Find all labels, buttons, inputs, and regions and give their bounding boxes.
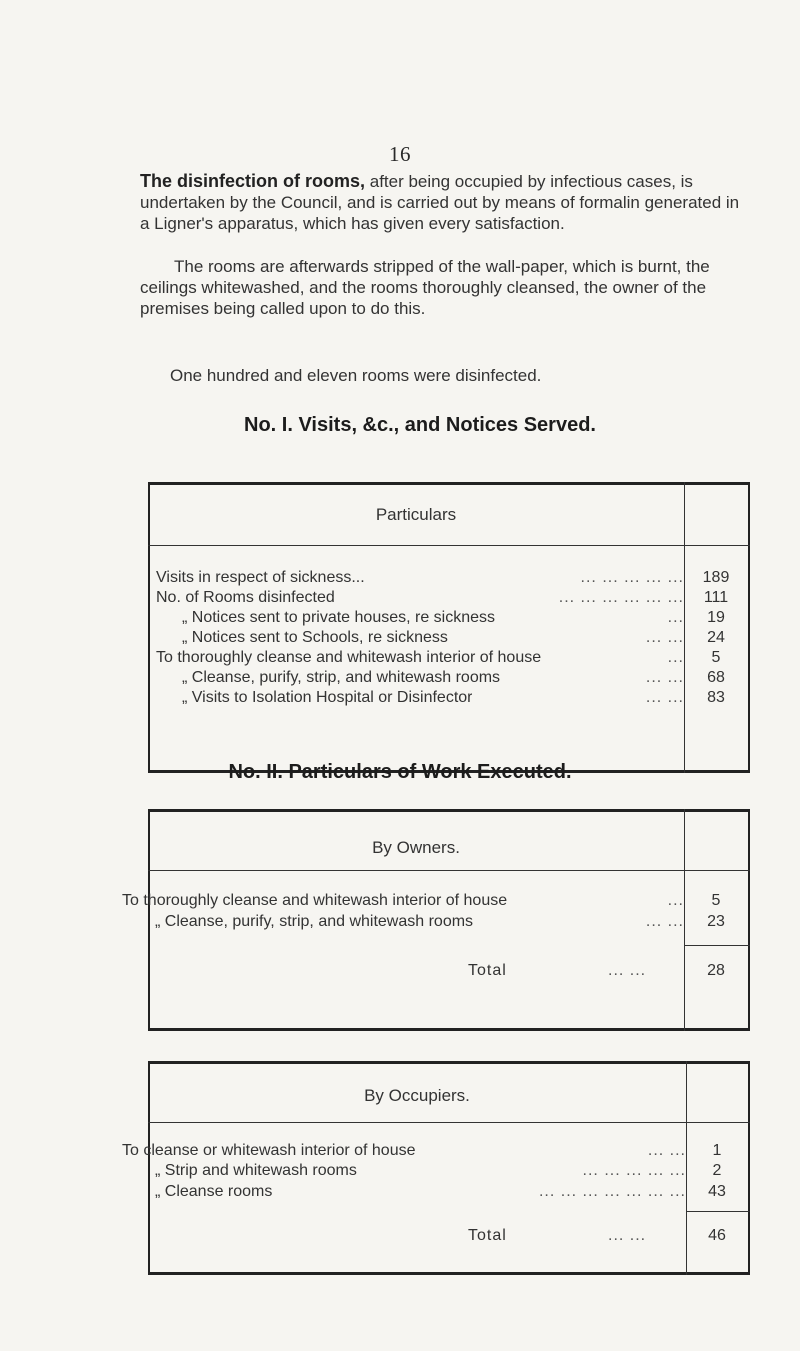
table-row: [122, 1161, 722, 1181]
paragraph-disinfection: [140, 171, 752, 234]
paragraph-stripping: The rooms are afterwards stripped of the wall-paper, which is burnt, the ceilings whitewashed, and the rooms thoroughly cleansed, the owner of the premises being called upon to do this.: [140, 257, 710, 318]
table-row: [156, 608, 725, 628]
paragraph-body: after being occupied by infectious cases, is undertaken by the Council, and is carried out by means of formalin generated in a Ligner's apparatus, which has given every satisfaction.: [140, 172, 740, 233]
table3-header: By Occupiers.: [364, 1086, 470, 1105]
row-value: 23: [707, 913, 725, 930]
table-rule: [148, 482, 750, 485]
row-label: „ Notices sent to Schools, re sickness: [182, 629, 448, 646]
row-value: 5: [711, 649, 721, 666]
leader-dots: ... ...: [645, 913, 684, 930]
leader-dots: ... ... ... ... ...: [580, 569, 684, 586]
leader-dots: ... ... ... ... ... ...: [558, 589, 684, 606]
header-rule: [148, 545, 750, 546]
row-label: „ Cleanse, purify, strip, and whitewash rooms: [182, 669, 501, 686]
table-row: [156, 588, 729, 608]
paragraph-count: One hundred and eleven rooms were disinfected.: [170, 366, 542, 385]
table2-header: By Owners.: [372, 838, 460, 857]
table-row: [156, 648, 721, 668]
leader-dots: ... ... ... ... ...: [582, 1162, 686, 1179]
leader-dots: ... ...: [608, 1227, 647, 1244]
table3-occupiers: [122, 1061, 750, 1275]
row-label: No. of Rooms disinfected: [156, 589, 335, 606]
table-rule: [148, 1061, 750, 1064]
page-number: 16: [389, 142, 411, 166]
total-rule: [684, 945, 750, 946]
total-label: Total: [468, 962, 507, 979]
row-value: 5: [711, 892, 721, 909]
table-border: [748, 482, 750, 773]
row-value: 19: [707, 609, 725, 626]
row-value: 68: [707, 669, 725, 686]
table1-title: No. I. Visits, &c., and Notices Served.: [244, 414, 596, 436]
total-rule: [686, 1211, 750, 1212]
table2-owners: [122, 809, 750, 1031]
row-label: „ Strip and whitewash rooms: [155, 1162, 357, 1179]
table-border: [148, 482, 150, 773]
table1: [148, 482, 750, 773]
total-value: 46: [708, 1227, 726, 1244]
table-row: [122, 1141, 722, 1161]
row-label: To cleanse or whitewash interior of house: [122, 1142, 416, 1159]
leader-dots: ... ...: [645, 689, 684, 706]
table-border: [748, 809, 750, 1031]
leader-dots: ...: [667, 609, 684, 626]
row-label: „ Cleanse, purify, strip, and whitewash rooms: [155, 913, 474, 930]
header-rule: [148, 870, 750, 871]
leader-dots: ...: [667, 649, 684, 666]
table-rule: [148, 1028, 750, 1031]
table-row: [156, 688, 725, 708]
total-label: Total: [468, 1227, 507, 1244]
row-label: Visits in respect of sickness...: [156, 569, 365, 586]
row-value: 24: [707, 629, 725, 646]
leader-dots: ... ...: [647, 1142, 686, 1159]
row-value: 1: [712, 1142, 722, 1159]
table-border: [748, 1061, 750, 1275]
leader-dots: ... ...: [645, 669, 684, 686]
table-row: [122, 891, 721, 911]
table-row: [156, 568, 730, 588]
header-rule: [148, 1122, 750, 1123]
row-label: „ Notices sent to private houses, re sickness: [182, 609, 496, 626]
leader-dots: ... ...: [645, 629, 684, 646]
table2-title: No. II. Particulars of Work Executed.: [228, 761, 572, 783]
table-rule: [148, 809, 750, 812]
table1-header: Particulars: [375, 505, 457, 524]
table-rule: [148, 1272, 750, 1275]
row-value: 43: [708, 1183, 726, 1200]
table-row: [122, 1182, 726, 1202]
row-value: 83: [707, 689, 725, 706]
row-label: To thoroughly cleanse and whitewash interior of house: [156, 649, 542, 666]
table-row: [122, 912, 725, 932]
row-value: 189: [702, 569, 730, 586]
table-row: [156, 668, 725, 688]
leader-dots: ...: [667, 892, 684, 909]
row-value: 111: [703, 589, 729, 606]
row-label: To thoroughly cleanse and whitewash interior of house: [122, 892, 508, 909]
row-label: „ Cleanse rooms: [155, 1183, 273, 1200]
leader-dots: ... ... ... ... ... ... ...: [538, 1183, 686, 1200]
row-value: 2: [712, 1162, 722, 1179]
leader-dots: ... ...: [608, 962, 647, 979]
row-label: „ Visits to Isolation Hospital or Disinfector: [182, 689, 473, 706]
total-value: 28: [707, 962, 725, 979]
table-row: [156, 628, 725, 648]
paragraph-lead: The disinfection of rooms,: [140, 171, 366, 191]
